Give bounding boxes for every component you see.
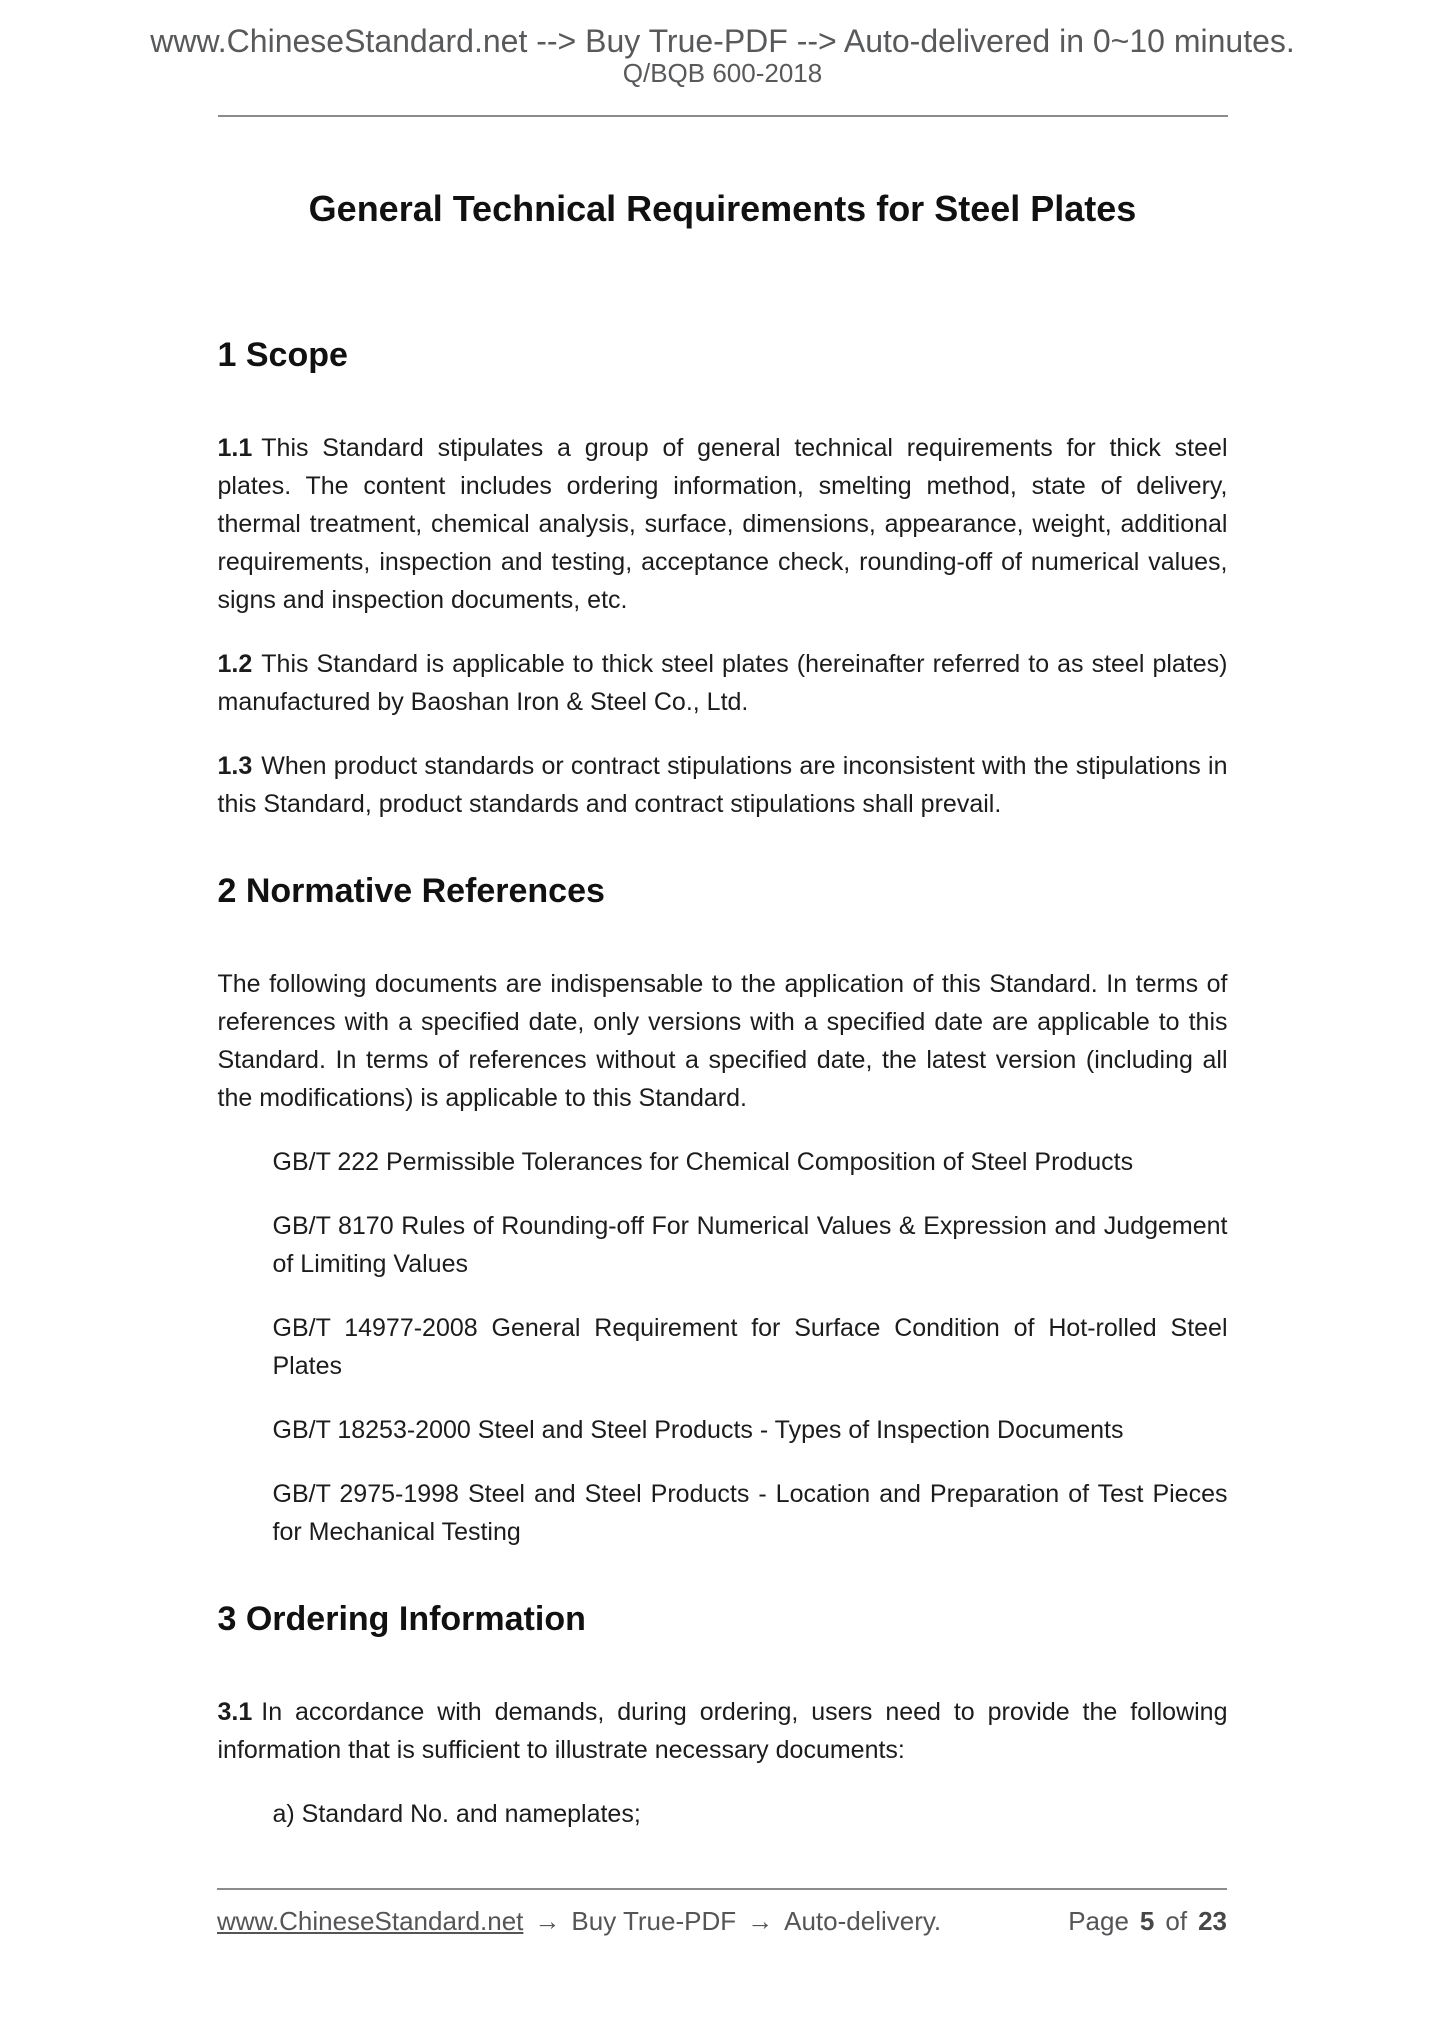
page-footer [217,1888,1227,1938]
paragraph-1-3 [218,747,1228,823]
right-arrow-icon: → [534,1906,561,1936]
standard-number: Q/BQB 600-2018 [622,58,823,88]
footer-buy-text: Buy True-PDF [571,1906,737,1936]
paragraph-3-1 [218,1693,1228,1769]
footer-promo [217,1904,941,1938]
reference-item: GB/T 2975-1998 Steel and Steel Products - Location and Preparation of Test Pieces for Mechanical Testing [272,1480,1228,1546]
reference-item: GB/T 222 Permissible Tolerances for Chemical Composition of Steel Products [272,1148,1134,1176]
paragraph-text: When product standards or contract stipulations are inconsistent with the stipulations in this Standard, product standards and contract stipulations shall prevail. [217,752,1228,818]
paragraph-number: 3.1 [217,1698,253,1726]
header-divider [218,115,1228,117]
footer-delivery-text: Auto-delivery. [784,1906,942,1936]
reference-item: GB/T 8170 Rules of Rounding-off For Numerical Values & Expression and Judgement of Limiting Values [272,1212,1228,1278]
section-heading-scope: 1 Scope [217,336,348,374]
page-indicator [1068,1904,1227,1938]
document-body [218,187,1228,1833]
paragraph-text: This Standard is applicable to thick steel plates (hereinafter referred to as steel plates) manufactured by Baoshan Iron & Steel Co., Ltd. [217,650,1228,716]
reference-item: GB/T 14977-2008 General Requirement for Surface Condition of Hot-rolled Steel Plates [272,1314,1228,1380]
ordered-list-item-a: a) Standard No. and nameplates; [272,1800,641,1828]
paragraph-number: 1.3 [217,752,253,780]
right-arrow-icon: → [747,1906,774,1936]
page-total-number: 23 [1198,1906,1227,1936]
watermark-text: www.ChineseStandard.net --> Buy True-PDF --> Auto-delivered in 0~10 minutes. [150,23,1295,59]
document-title: General Technical Requirements for Steel Plates [308,188,1137,229]
paragraph-text: This Standard stipulates a group of general technical requirements for thick steel plates. The content includes ordering information, smelting method, state of delivery, thermal treatment, chemical analysis, surface, dimensions, appearance, weight, additional requirements, inspection and testing, acceptance check, rounding-off of numerical values, signs and inspection documents, etc. [217,434,1228,614]
section-heading-ordering-information: 3 Ordering Information [217,1600,586,1638]
footer-divider [217,1888,1227,1890]
footer-row [217,1904,1227,1938]
paragraph-text: In accordance with demands, during ordering, users need to provide the following information that is sufficient to illustrate necessary documents: [217,1698,1228,1764]
page-word: Page [1068,1906,1129,1936]
reference-item: GB/T 18253-2000 Steel and Steel Products - Types of Inspection Documents [272,1416,1124,1444]
page-header [0,0,1445,117]
paragraph-1-2 [218,645,1228,721]
footer-site-link[interactable]: www.ChineseStandard.net [217,1906,524,1936]
paragraph-1-1 [218,429,1228,619]
paragraph-number: 1.2 [217,650,253,678]
section-heading-normative-references: 2 Normative References [217,872,605,910]
of-word: of [1165,1906,1188,1936]
paragraph-references-intro: The following documents are indispensable to the application of this Standard. In terms of references with a specified date, only versions with a specified date are applicable to this Standard. In terms of references without a specified date, the latest version (including all the modifications) is applicable to this Standard. [217,970,1228,1112]
paragraph-number: 1.1 [217,434,253,462]
page-current-number: 5 [1139,1906,1155,1936]
